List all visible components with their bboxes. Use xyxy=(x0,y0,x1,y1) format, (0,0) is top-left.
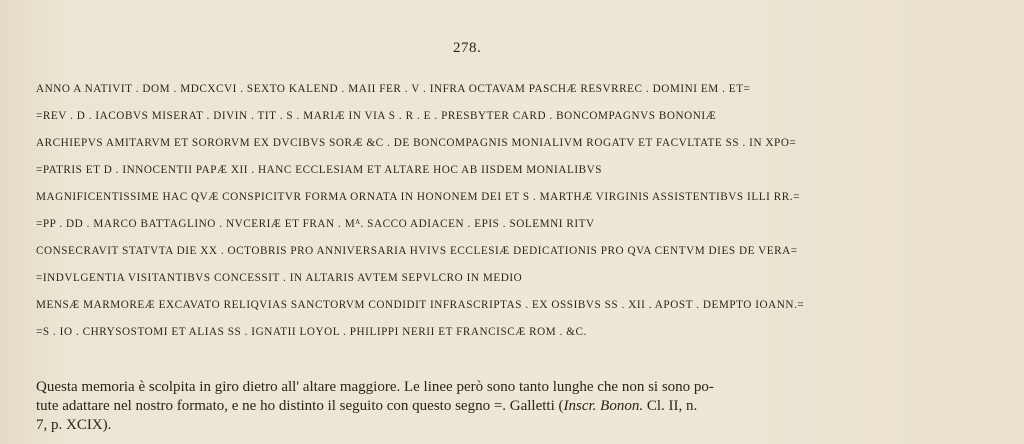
commentary-text: Questa memoria è scolpita in giro dietro all' altare maggiore. Le linee però sono tanto lunghe che non si sono po- xyxy=(36,379,714,395)
commentary-line xyxy=(36,397,986,416)
inscription-line: =S . IO . CHRYSOSTOMI ET ALIAS SS . IGNATII LOYOL . PHILIPPI NERII ET FRANCISCÆ ROM . &C. xyxy=(36,326,587,338)
inscription-line: =PATRIS ET D . INNOCENTII PAPÆ XII . HANC ECCLESIAM ET ALTARE HOC AB IISDEM MONIALIBVS xyxy=(36,164,603,176)
inscription-line: MAGNIFICENTISSIME HAC QVÆ CONSPICITVR FORMA ORNATA IN HONONEM DEI ET S . MARTHÆ VIRGINIS ASSISTENTIBVS ILLI RR.= xyxy=(36,191,800,203)
inscription-block xyxy=(36,82,996,352)
commentary-text: 7, p. XCIX). xyxy=(36,417,112,433)
commentary-line xyxy=(36,378,986,397)
inscription-line: ANNO A NATIVIT . DOM . MDCXCVI . SEXTO KALEND . MAII FER . V . INFRA OCTAVAM PASCHÆ RESVRREC . DOMINI EM . ET= xyxy=(36,83,751,95)
commentary-paragraph xyxy=(36,378,986,435)
inscription-line: =INDVLGENTIA VISITANTIBVS CONCESSIT . IN ALTARIS AVTEM SEPVLCRO IN MEDIO xyxy=(36,272,523,284)
inscription-line: MENSÆ MARMOREÆ EXCAVATO RELIQVIAS SANCTORVM CONDIDIT INFRASCRIPTAS . EX OSSIBVS SS . XII . APOST . DEMPTO IOANN.= xyxy=(36,299,805,311)
inscription-line: ARCHIEPVS AMITARVM ET SORORVM EX DVCIBVS SORÆ &C . DE BONCOMPAGNIS MONIALIVM ROGATV ET FACVLTATE SS . IN XPO= xyxy=(36,137,797,149)
commentary-text: tute adattare nel nostro formato, e ne ho distinto il seguito con questo segno =. Galletti ( xyxy=(36,398,564,414)
commentary-text: Cl. II, n. xyxy=(643,398,698,414)
inscription-line: =PP . DD . MARCO BATTAGLINO . NVCERIÆ ET FRAN . Mᴬ. SACCO ADIACEN . EPIS . SOLEMNI RITV xyxy=(36,218,595,230)
inscription-line: CONSECRAVIT STATVTA DIE XX . OCTOBRIS PRO ANNIVERSARIA HVIVS ECCLESIÆ DEDICATIONIS PRO QVA CENTVM DIES DE VERA= xyxy=(36,245,798,257)
inscription-line: =REV . D . IACOBVS MISERAT . DIVIN . TIT . S . MARIÆ IN VIA S . R . E . PRESBYTER CARD . BONCOMPAGNVS BONONIÆ xyxy=(36,110,717,122)
citation-title: Inscr. Bonon. xyxy=(563,398,644,414)
page-number: 278. xyxy=(453,40,482,56)
commentary-line xyxy=(36,416,986,435)
